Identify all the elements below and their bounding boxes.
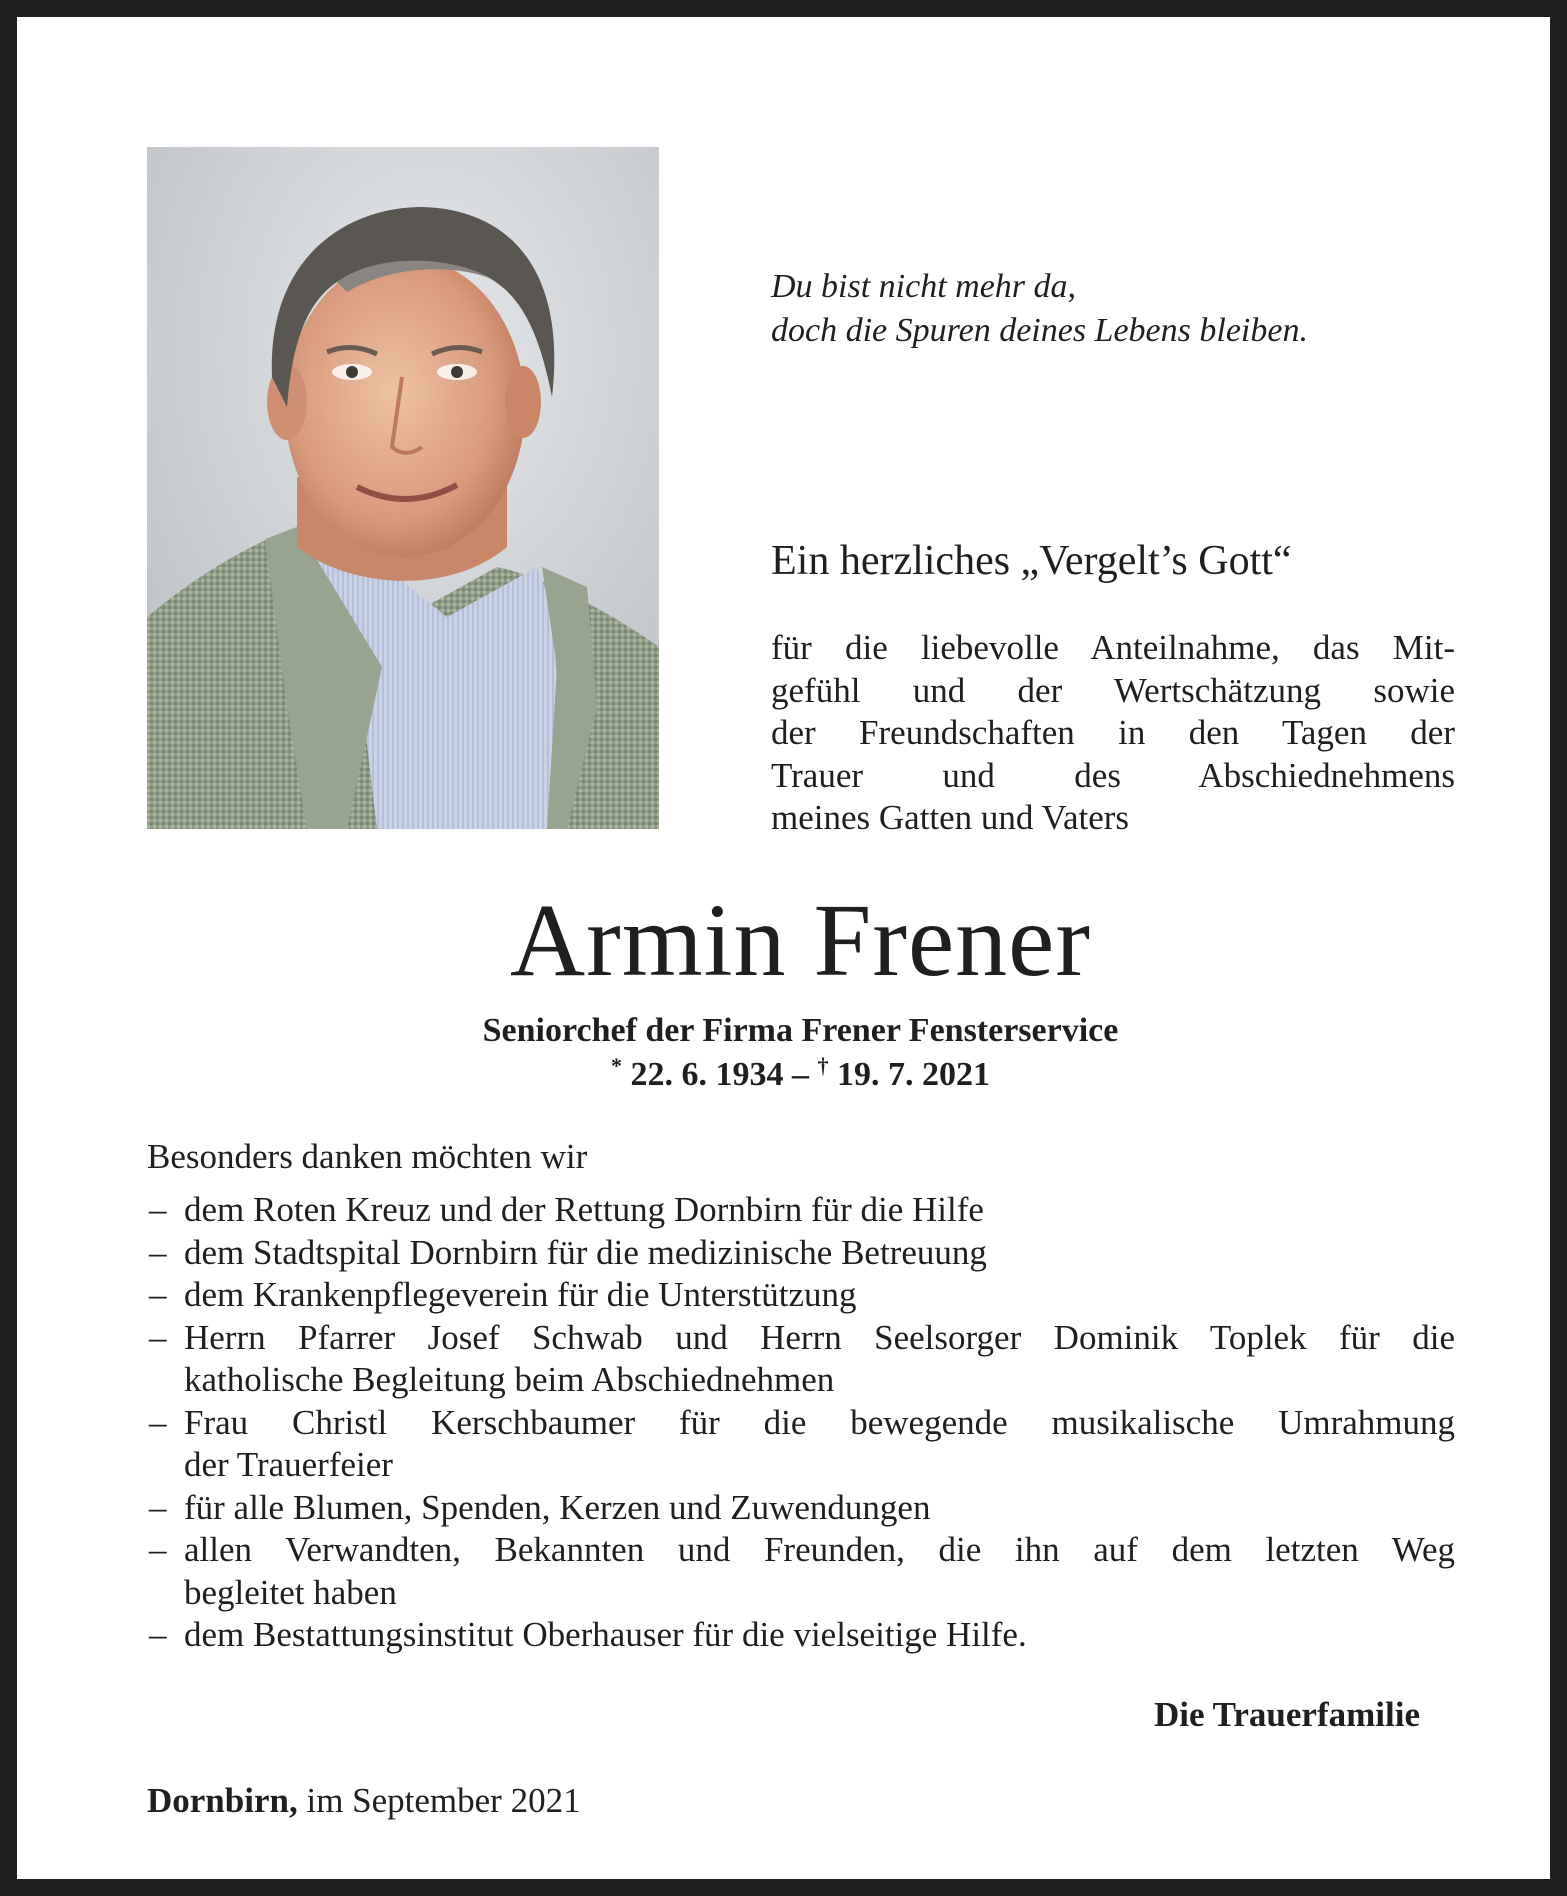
thanks-paragraph [771, 627, 1455, 840]
list-item [147, 1614, 1455, 1657]
thanks-heading: Ein herzliches „Vergelt’s Gott“ [771, 538, 1292, 584]
list-item [147, 1402, 1455, 1487]
paragraph-line: der Freundschaften in den Tagen der [771, 713, 1455, 752]
dash-bullet: – [149, 1530, 167, 1569]
list-item [147, 1189, 1455, 1232]
paragraph-line: für die liebevolle Anteilnahme, das Mit- [771, 628, 1455, 667]
dash-bullet: – [149, 1402, 167, 1442]
death-symbol: † [817, 1053, 829, 1078]
portrait-image [147, 147, 659, 829]
dash-bullet: – [149, 1317, 167, 1357]
place-and-date [147, 1779, 581, 1823]
list-item [147, 1487, 1455, 1530]
paragraph-line: meines Gatten und Vaters [771, 798, 1130, 837]
list-item-line: für alle Blumen, Spenden, Kerzen und Zuwendungen [184, 1487, 931, 1527]
list-item-line: dem Stadtspital Dornbirn für die medizinische Betreuung [184, 1232, 987, 1272]
list-item-line: begleitet haben [184, 1572, 397, 1612]
dash-bullet: – [149, 1232, 167, 1272]
list-item-line: katholische Begleitung beim Abschiednehmen [184, 1360, 835, 1399]
list-item-line: Herrn Pfarrer Josef Schwab und Herrn Seelsorger Dominik Toplek für die [184, 1317, 1455, 1357]
list-item-line: der Trauerfeier [184, 1445, 393, 1484]
list-item-line: dem Krankenpflegeverein für die Unterstützung [184, 1275, 857, 1314]
special-thanks-list [147, 1189, 1455, 1657]
deceased-name: Armin Frener [510, 883, 1091, 998]
birth-symbol: * [611, 1053, 622, 1078]
signature: Die Trauerfamilie [1154, 1695, 1420, 1734]
life-dates [17, 1053, 1567, 1097]
place-town: Dornbirn, [147, 1781, 298, 1820]
special-thanks-intro: Besonders danken möchten wir [147, 1137, 588, 1176]
dash-bullet: – [149, 1190, 167, 1229]
dash-bullet: – [149, 1275, 167, 1314]
list-item-line: Frau Christl Kerschbaumer für die bewegende musikalische Umrahmung [184, 1402, 1455, 1442]
death-date: 19. 7. 2021 [828, 1056, 990, 1093]
deceased-role: Seniorchef der Firma Frener Fensterservice [482, 1012, 1119, 1049]
dash-bullet: – [149, 1615, 167, 1654]
dash-bullet: – [149, 1487, 167, 1527]
list-item-line: dem Roten Kreuz und der Rettung Dornbirn für die Hilfe [184, 1190, 984, 1229]
list-item [147, 1529, 1455, 1614]
memorial-quote [771, 265, 1491, 353]
quote-line: Du bist nicht mehr da, [771, 268, 1077, 305]
portrait-photo [147, 147, 659, 829]
paragraph-line: Trauer und des Abschiednehmens [771, 755, 1455, 795]
birth-date: 22. 6. 1934 – [622, 1056, 818, 1093]
list-item-line: allen Verwandten, Bekannten und Freunden, die ihn auf dem letzten Weg [184, 1530, 1455, 1569]
quote-line: doch die Spuren deines Lebens bleiben. [771, 312, 1308, 349]
paragraph-line: gefühl und der Wertschätzung sowie [771, 670, 1455, 710]
list-item [147, 1274, 1455, 1317]
list-item-line: dem Bestattungsinstitut Oberhauser für die vielseitige Hilfe. [184, 1615, 1027, 1654]
list-item [147, 1317, 1455, 1402]
place-date: im September 2021 [297, 1781, 581, 1820]
list-item [147, 1232, 1455, 1275]
